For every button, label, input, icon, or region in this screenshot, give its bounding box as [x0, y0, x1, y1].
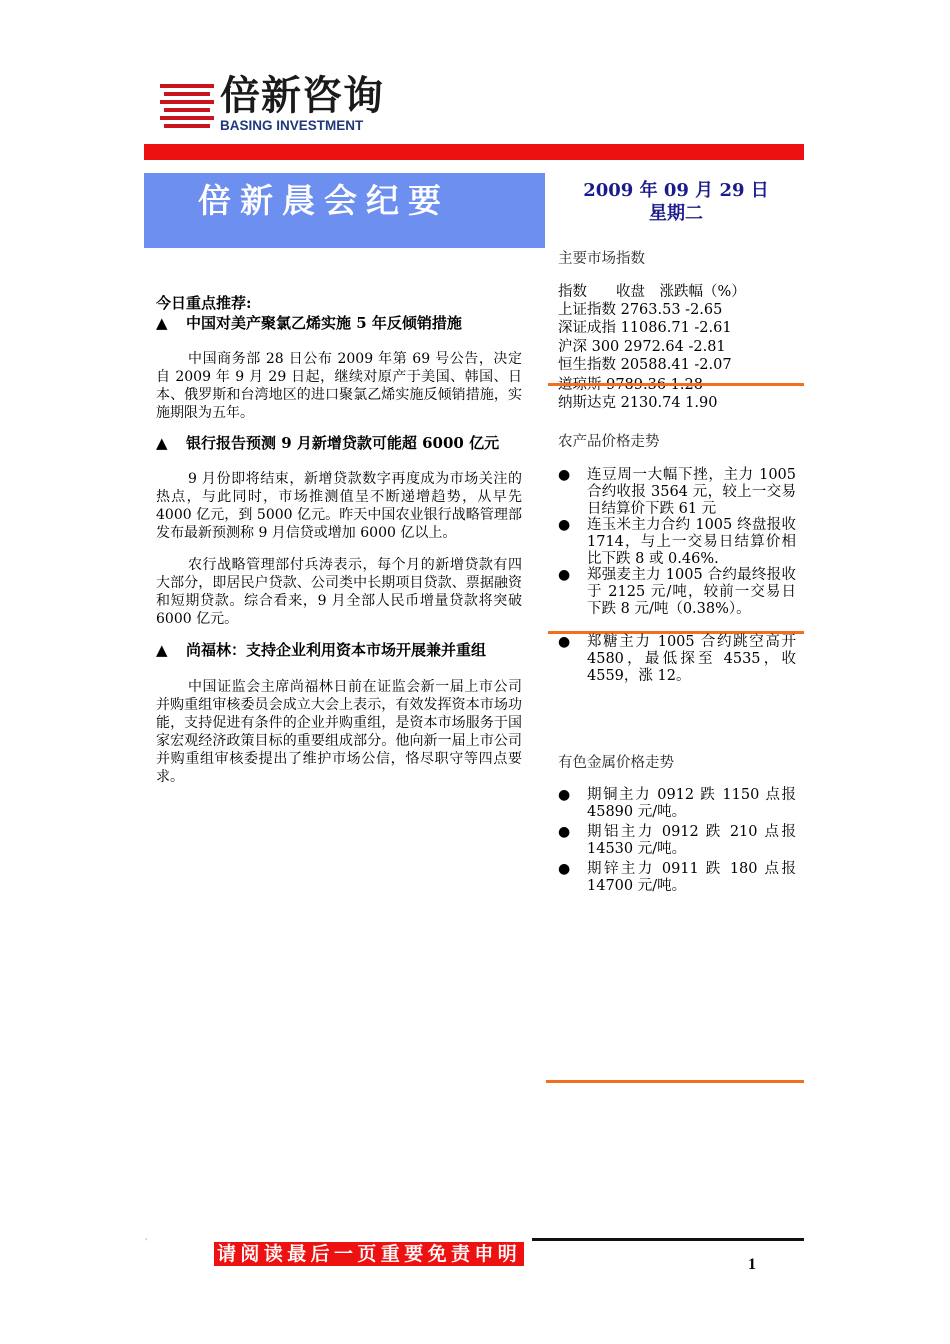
metals-item-text: 期锌主力 0911 跌 180 点报 14700 元/吨。 [587, 861, 796, 894]
triangle-bullet-icon: ▲ [156, 314, 168, 332]
today-highlights-heading: 今日重点推荐: [156, 294, 252, 312]
dot-bullet-icon: ● [558, 467, 571, 483]
agri-item [558, 467, 796, 518]
dot-bullet-icon: ● [558, 787, 571, 803]
news-headline [156, 641, 522, 660]
metals-item [558, 861, 796, 895]
metals-item-text: 期铝主力 0912 跌 210 点报 14530 元/吨。 [587, 824, 796, 857]
orange-divider [548, 383, 804, 386]
disclaimer-banner: 请阅读最后一页重要免责申明 [214, 1242, 524, 1266]
news-paragraph: 中国商务部 28 日公布 2009 年第 69 号公告，决定自 2009 年 9 月 29 日起，继续对原产于美国、韩国、日本、俄罗斯和台湾地区的进口聚氯乙烯实施反倾销措施，实施期限为五年。 [156, 351, 522, 421]
triangle-bullet-icon: ▲ [156, 434, 168, 452]
header-red-band [144, 144, 804, 160]
agri-item-text: 连玉米主力合约 1005 终盘报收 1714，与上一交易日结算价相比下跌 8 或 0.46%. [587, 517, 796, 567]
news-headline [156, 314, 522, 333]
news-headline [156, 434, 522, 453]
market-row: 恒生指数 20588.41 -2.07 [558, 357, 732, 373]
dot-bullet-icon: ● [558, 634, 571, 650]
market-index-heading: 主要市场指数 [558, 251, 645, 267]
logo-name-en: BASING INVESTMENT [220, 118, 364, 133]
market-table-header: 指数 收盘 涨跌幅（%） [558, 284, 746, 300]
news-paragraph: 中国证监会主席尚福林日前在证监会新一届上市公司并购重组审核委员会成立大会上表示，有效发挥资本市场功能，支持促进有条件的企业并购重组，是资本市场服务于国家宏观经济政策目标的重要组成部分。他向新一届上市公司并购重组审核委提出了维护市场公信，恪尽职守等四点要求。 [156, 679, 522, 785]
metals-item [558, 824, 796, 858]
metals-item-text: 期铜主力 0912 跌 1150 点报 45890 元/吨。 [587, 787, 796, 820]
agri-price-heading: 农产品价格走势 [558, 434, 660, 450]
market-row: 深证成指 11086.71 -2.61 [558, 320, 732, 336]
agri-item-text: 连豆周一大幅下挫，主力 1005 合约收报 3564 元，较上一交易日结算价下跌 61 元 [587, 467, 796, 517]
page-number: 1 [748, 1256, 756, 1273]
dot-bullet-icon: ● [558, 517, 571, 533]
dot-bullet-icon: ● [558, 861, 571, 877]
footer-rule [532, 1238, 804, 1241]
news-headline-text: 中国对美产聚氯乙烯实施 5 年反倾销措施 [186, 314, 462, 332]
orange-divider [546, 1080, 804, 1083]
agri-item [558, 517, 796, 568]
news-paragraph: 农行战略管理部付兵涛表示，每个月的新增贷款有四大部分，即居民户贷款、公司类中长期项目贷款、票据融资和短期贷款。综合看来，9 月全部人民币增量贷款将突破 6000 亿元。 [156, 557, 522, 627]
logo-stripes-icon [158, 80, 216, 132]
agri-item [558, 567, 796, 618]
agri-item-text: 郑强麦主力 1005 合约最终报收于 2125 元/吨，较前一交易日下跌 8 元/吨（0.38%）。 [587, 567, 796, 617]
news-paragraph: 9 月份即将结束，新增贷款数字再度成为市场关注的热点，与此同时，市场推测值呈不断递增趋势，从早先 4000 亿元，到 5000 亿元。昨天中国农业银行战略管理部发布最新预测称 9 月信贷或增加 6000 亿以上。 [156, 471, 522, 541]
triangle-bullet-icon: ▲ [156, 641, 168, 659]
news-headline-text: 尚福林：支持企业利用资本市场开展兼并重组 [186, 641, 487, 659]
agri-item-text: 郑糖主力 1005 合约跳空高开 4580，最低探至 4535，收 4559，涨 12。 [587, 634, 796, 684]
agri-item [558, 634, 796, 685]
dot-bullet-icon: ● [558, 824, 571, 840]
market-row: 纳斯达克 2130.74 1.90 [558, 395, 718, 411]
news-headline-text: 银行报告预测 9 月新增贷款可能超 6000 亿元 [186, 434, 500, 452]
brand-logo [158, 72, 398, 142]
logo-name-cn: 倍新咨询 [220, 72, 384, 119]
footer-mark: ' [145, 1237, 148, 1246]
metals-item [558, 787, 796, 821]
metals-price-heading: 有色金属价格走势 [558, 755, 674, 771]
market-row: 上证指数 2763.53 -2.65 [558, 302, 723, 318]
market-row: 沪深 300 2972.64 -2.81 [558, 339, 726, 355]
report-date: 2009 年 09 月 29 日 [583, 180, 769, 201]
report-weekday: 星期二 [649, 203, 703, 224]
page-title: 倍新晨会纪要 [198, 181, 450, 220]
title-banner [144, 173, 545, 248]
dot-bullet-icon: ● [558, 567, 571, 583]
